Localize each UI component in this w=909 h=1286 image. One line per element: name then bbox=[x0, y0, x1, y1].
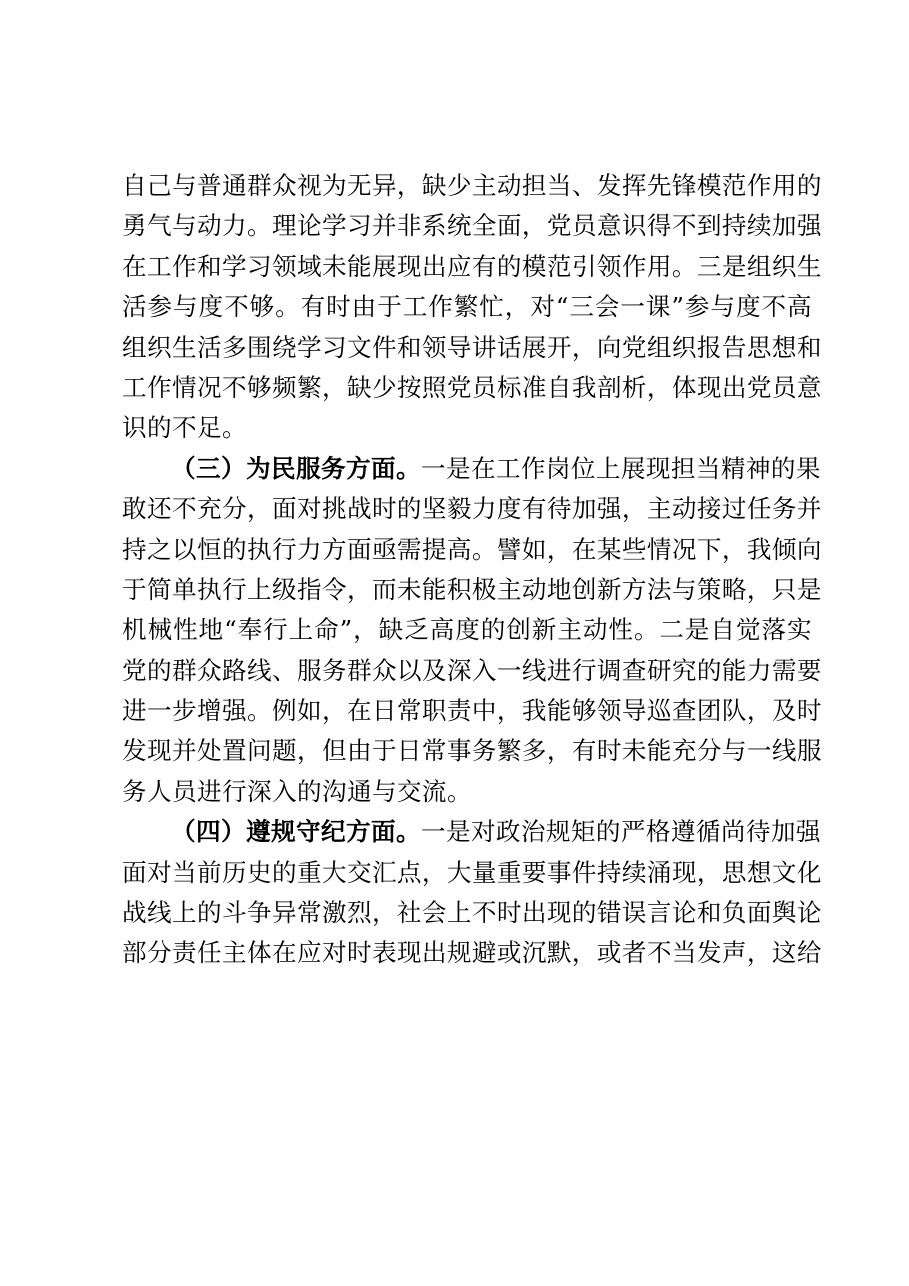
paragraph-discipline bbox=[122, 812, 822, 974]
text-line: 在工作和学习领域未能展现出应有的模范引领作用。三是组织生 bbox=[122, 251, 822, 281]
text-line: 于简单执行上级指令，而未能积极主动地创新方法与策略，只是 bbox=[122, 574, 822, 604]
text-line: 活参与度不够。有时由于工作繁忙，对“三会一课”参与度不高 bbox=[122, 292, 812, 322]
text-line: 党的群众路线、服务群众以及深入一线进行调查研究的能力需要 bbox=[122, 655, 822, 685]
document-body bbox=[122, 166, 822, 974]
text-line: 勇气与动力。理论学习并非系统全面，党员意识得不到持续加强 bbox=[122, 211, 822, 241]
paragraph-organizational-life bbox=[122, 166, 822, 449]
paragraph-serving-people bbox=[122, 449, 822, 813]
text-line: 务人员进行深入的沟通与交流。 bbox=[122, 776, 472, 806]
text-line bbox=[122, 449, 821, 489]
section-heading: （四）遵规守纪方面。 bbox=[171, 817, 421, 847]
text-line: 部分责任主体在应对时表现出规避或沉默，或者不当发声，这给 bbox=[122, 938, 822, 968]
text-line bbox=[122, 812, 821, 852]
text-line: 发现并处置问题，但由于日常事务繁多，有时未能充分与一线服 bbox=[122, 736, 822, 766]
text-line: 进一步增强。例如，在日常职责中，我能够领导巡查团队，及时 bbox=[122, 696, 822, 726]
text-line: 工作情况不够频繁，缺少按照党员标准自我剖析，体现出党员意 bbox=[122, 372, 822, 402]
text-line: 识的不足。 bbox=[122, 413, 247, 443]
text-line: 敢还不充分，面对挑战时的坚毅力度有待加强，主动接过任务并 bbox=[122, 494, 822, 524]
text-run: 一是对政治规矩的严格遵循尚待加强 bbox=[420, 817, 821, 847]
text-line: 持之以恒的执行力方面亟需提高。譬如，在某些情况下，我倾向 bbox=[122, 534, 822, 564]
text-run: 一是在工作岗位上展现担当精神的果 bbox=[420, 453, 821, 483]
text-line: 战线上的斗争异常激烈，社会上不时出现的错误言论和负面舆论 bbox=[122, 898, 822, 928]
section-heading: （三）为民服务方面。 bbox=[171, 453, 421, 483]
text-line: 面对当前历史的重大交汇点，大量重要事件持续涌现，思想文化 bbox=[122, 857, 822, 887]
text-line: 组织生活多围绕学习文件和领导讲话展开，向党组织报告思想和 bbox=[122, 332, 822, 362]
text-line: 机械性地“奉行上命”，缺乏高度的创新主动性。二是自觉落实 bbox=[122, 615, 812, 645]
text-line: 自己与普通群众视为无异，缺少主动担当、发挥先锋模范作用的 bbox=[122, 171, 822, 200]
